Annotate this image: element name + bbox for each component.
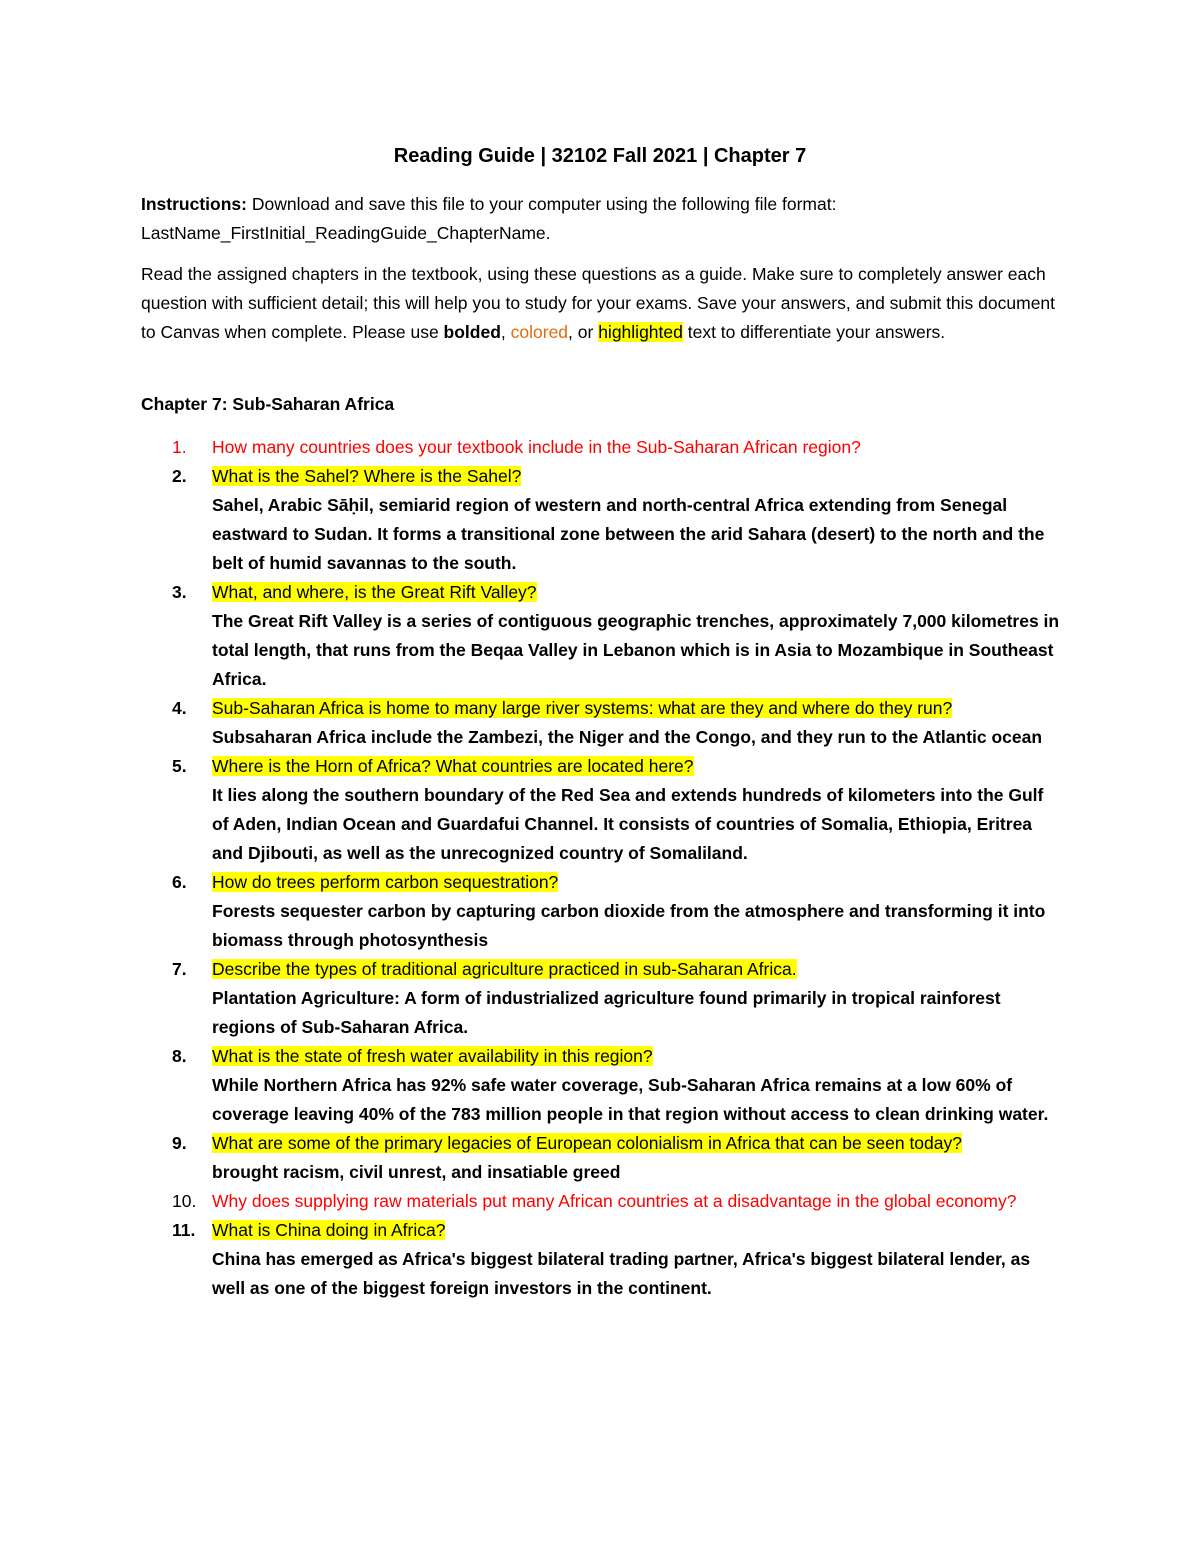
question-number: 2. (172, 466, 187, 486)
list-item (141, 433, 1061, 462)
question-number: 1. (172, 437, 187, 457)
intro-paragraph (141, 260, 1061, 347)
question-text: What are some of the primary legacies of European colonialism in Africa that can be seen today? (212, 1133, 962, 1153)
list-item (141, 462, 1061, 578)
answer-text: Plantation Agriculture: A form of industrialized agriculture found primarily in tropical rainforest regions of Sub-Saharan Africa. (212, 988, 1001, 1037)
question-number: 7. (172, 959, 187, 979)
list-item (141, 1129, 1061, 1187)
answer-text: It lies along the southern boundary of the Red Sea and extends hundreds of kilometers into the Gulf of Aden, Indian Ocean and Guardafui Channel. It consists of countries of Somalia, Ethiopia, Eritrea and Djibouti, as well as the unrecognized country of Somaliland. (212, 785, 1044, 863)
highlighted-word: highlighted (598, 322, 683, 342)
answer-text: Subsaharan Africa include the Zambezi, the Niger and the Congo, and they run to the Atlantic ocean (212, 727, 1043, 747)
question-list (141, 433, 1061, 1303)
answer-text: Forests sequester carbon by capturing carbon dioxide from the atmosphere and transforming it into biomass through photosynthesis (212, 901, 1046, 950)
intro-comma-2: , or (568, 322, 599, 342)
question-number: 9. (172, 1133, 187, 1153)
answer-text: The Great Rift Valley is a series of contiguous geographic trenches, approximately 7,000 kilometres in total length, that runs from the Beqaa Valley in Lebanon which is in Asia to Mozambique in Southeast Africa. (212, 611, 1060, 689)
question-number: 5. (172, 756, 187, 776)
question-text: What is the state of fresh water availability in this region? (212, 1046, 653, 1066)
question-number: 10. (172, 1191, 197, 1211)
question-text: Why does supplying raw materials put many African countries at a disadvantage in the global economy? (212, 1191, 1017, 1211)
question-text: How many countries does your textbook include in the Sub-Saharan African region? (212, 437, 861, 457)
list-item (141, 1216, 1061, 1303)
question-text: What is China doing in Africa? (212, 1220, 446, 1240)
list-item (141, 752, 1061, 868)
answer-text: China has emerged as Africa's biggest bilateral trading partner, Africa's biggest bilateral lender, as well as one of the biggest foreign investors in the continent. (212, 1249, 1031, 1298)
question-text: Sub-Saharan Africa is home to many large river systems: what are they and where do they run? (212, 698, 953, 718)
list-item (141, 868, 1061, 955)
question-text: Describe the types of traditional agriculture practiced in sub-Saharan Africa. (212, 959, 797, 979)
question-number: 4. (172, 698, 187, 718)
answer-text: brought racism, civil unrest, and insatiable greed (212, 1162, 621, 1182)
answer-text: While Northern Africa has 92% safe water coverage, Sub-Saharan Africa remains at a low 60% of coverage leaving 40% of the 783 million people in that region without access to clean drinking water. (212, 1075, 1049, 1124)
question-number: 8. (172, 1046, 187, 1066)
question-number: 6. (172, 872, 187, 892)
list-item (141, 1042, 1061, 1129)
list-item (141, 694, 1061, 752)
bolded-word: bolded (443, 322, 501, 342)
question-text: What, and where, is the Great Rift Valley? (212, 582, 537, 602)
question-text: What is the Sahel? Where is the Sahel? (212, 466, 522, 486)
question-text: How do trees perform carbon sequestration? (212, 872, 559, 892)
instructions-paragraph (141, 190, 1061, 248)
colored-word: colored (510, 322, 569, 342)
question-number: 3. (172, 582, 187, 602)
question-text: Where is the Horn of Africa? What countries are located here? (212, 756, 694, 776)
answer-text: Sahel, Arabic Sāḥil, semiarid region of western and north-central Africa extending from Senegal eastward to Sudan. It forms a transitional zone between the arid Sahara (desert) to the north and the belt of humid savannas to the south. (212, 495, 1045, 573)
question-number: 11. (172, 1220, 196, 1240)
intro-text-1: Read the assigned chapters in the textbook, using these questions as a guide. Make sure to completely answer each question with sufficient detail; this will help you to study for your exams. Save your answers, and submit this document to Canvas when complete. Please use (141, 264, 1056, 342)
list-item (141, 955, 1061, 1042)
intro-text-2: text to differentiate your answers. (682, 322, 946, 342)
intro-comma-1: , (500, 322, 511, 342)
list-item (141, 578, 1061, 694)
instructions-text: Download and save this file to your computer using the following file format: LastName_FirstInitial_ReadingGuide_ChapterName. (141, 194, 837, 243)
chapter-heading: Chapter 7: Sub-Saharan Africa (141, 394, 395, 414)
instructions-label: Instructions: (141, 194, 247, 214)
list-item (141, 1187, 1061, 1216)
page-title: Reading Guide | 32102 Fall 2021 | Chapter 7 (393, 145, 807, 167)
